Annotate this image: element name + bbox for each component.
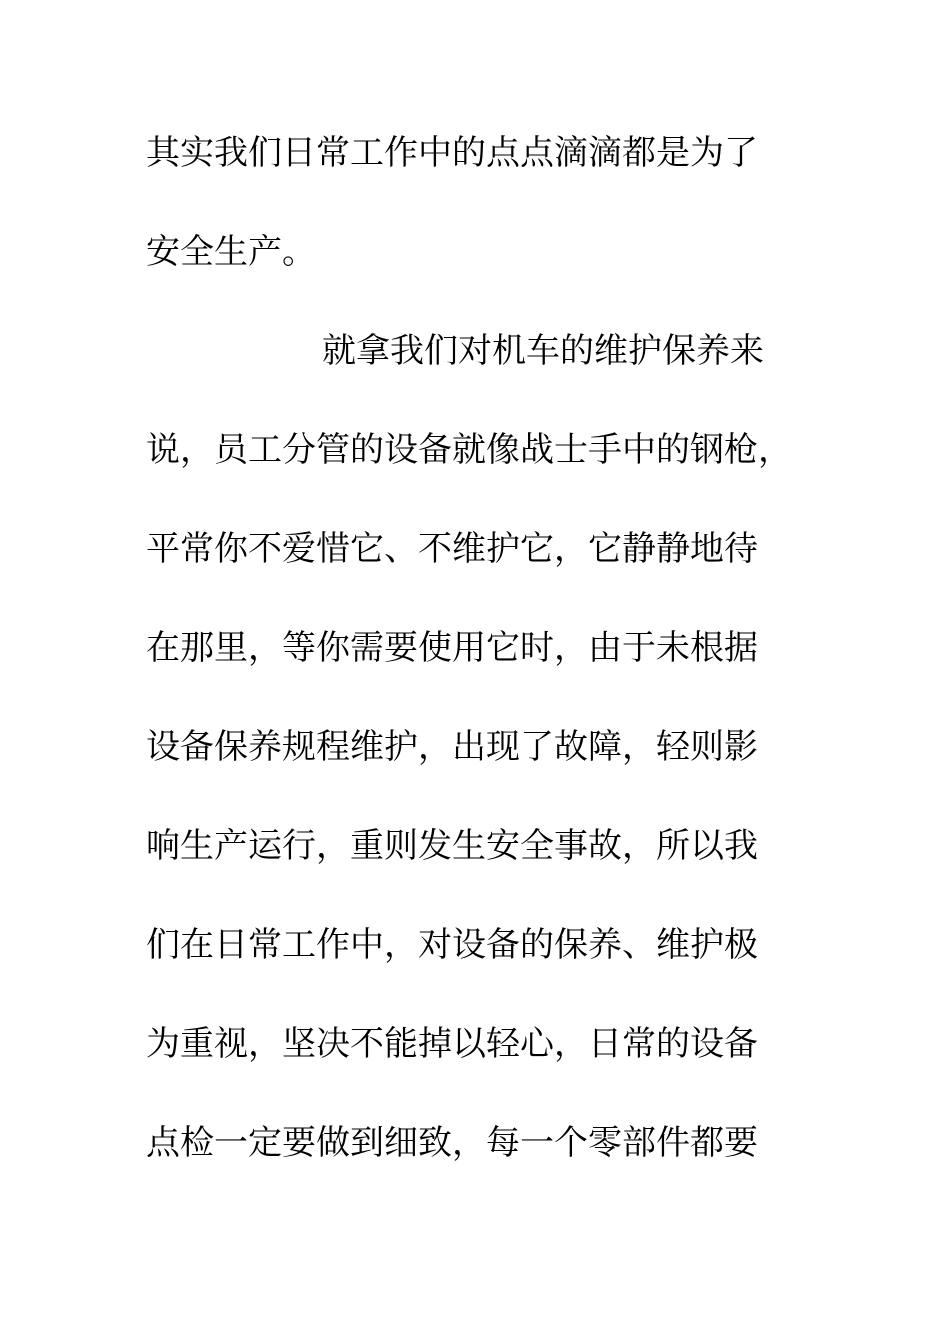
text-line-2: 安全生产。 [146,232,316,272]
text-line-9: 们在日常工作中，对设备的保养、维护极 [146,925,758,965]
text-line-7: 设备保养规程维护，出现了故障，轻则影 [146,727,758,767]
text-line-11: 点检一定要做到细致，每一个零部件都要 [146,1123,758,1163]
text-line-1: 其实我们日常工作中的点点滴滴都是为了 [146,133,758,173]
body-text [146,123,792,1212]
text-line-3-paragraph-start: 就拿我们对机车的维护保养来 [322,331,764,371]
text-line-6: 在那里，等你需要使用它时，由于未根据 [146,628,758,668]
text-line-8: 响生产运行，重则发生安全事故，所以我 [146,826,758,866]
text-line-10: 为重视，坚决不能掉以轻心，日常的设备 [146,1024,758,1064]
text-line-4: 说，员工分管的设备就像战士手中的钢枪， [146,430,792,470]
text-line-5: 平常你不爱惜它、不维护它，它静静地待 [146,529,758,569]
